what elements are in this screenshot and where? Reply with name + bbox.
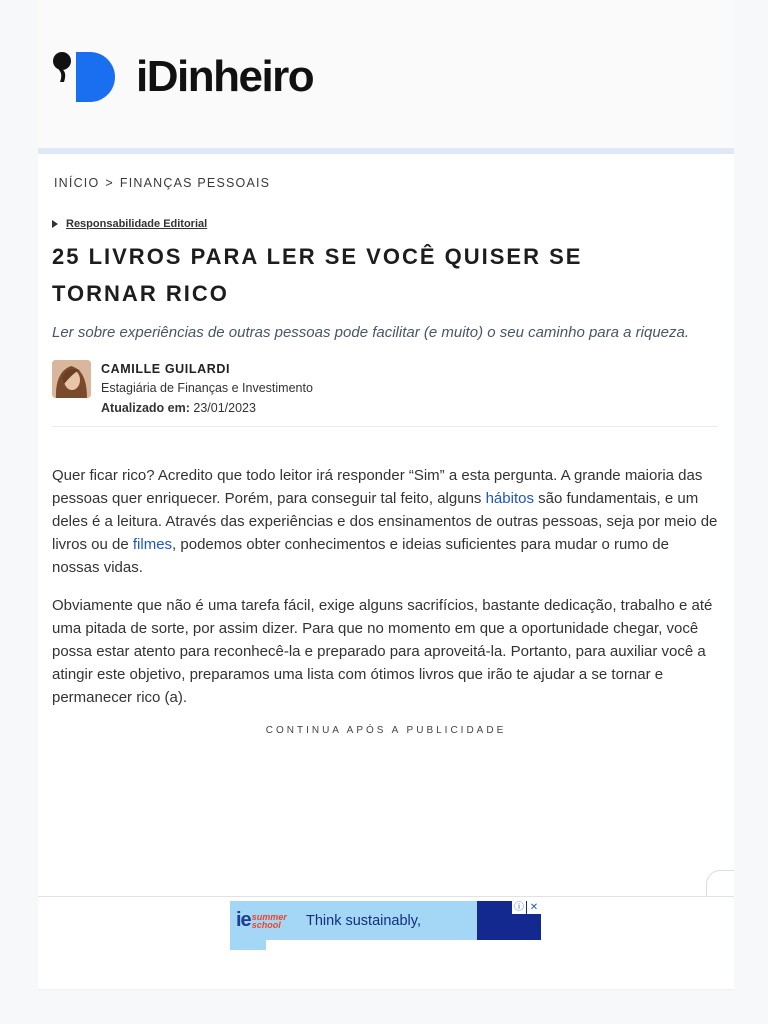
breadcrumb-section-link[interactable]: FINANÇAS PESSOAIS <box>119 176 271 190</box>
ad-image[interactable] <box>477 901 541 940</box>
ad-logo-sub <box>252 913 287 929</box>
ad-content[interactable] <box>230 901 477 940</box>
paragraph: Obviamente que não é uma tarefa fácil, exige alguns sacrifícios, bastante dedicação, trabalho e até uma pitada de sorte, por assim dizer. Para que no momento em que a oportunidade chegar, você possa estar atento para reconhecê-la e preparado para aproveitá-la. Portanto, para auxiliar você a atingir este objetivo, preparamos uma lista com ótimos livros que irão te ajudar a se tornar e permanecer rico (a). <box>52 597 713 706</box>
site-header <box>38 0 734 150</box>
breadcrumb-separator: > <box>105 176 114 190</box>
ad-banner[interactable] <box>230 901 541 940</box>
article-subtitle: Ler sobre experiências de outras pessoas pode facilitar (e muito) o seu caminho para a riqueza. <box>52 324 690 341</box>
author-divider <box>52 426 718 427</box>
editorial-responsibility-toggle[interactable] <box>52 218 207 230</box>
article-title: 25 LIVROS PARA LER SE VOCÊ QUISER SE TORNAR RICO <box>52 244 583 306</box>
author-name[interactable]: CAMILLE GUILARDI <box>101 362 231 376</box>
breadcrumb <box>54 176 270 190</box>
article-card <box>38 154 734 896</box>
article-body <box>52 464 720 724</box>
author-role: Estagiária de Finanças e Investimento <box>101 381 313 395</box>
updated-date: 23/01/2023 <box>193 401 256 415</box>
paragraph-text: , podemos obter conhecimentos e ideias suficientes para mudar o rumo de nossas vidas. <box>52 536 669 576</box>
editorial-label: Responsabilidade Editorial <box>66 218 208 230</box>
sticky-ad-collapse-tab[interactable] <box>706 870 734 898</box>
filmes-link[interactable]: filmes <box>132 536 173 553</box>
author-avatar[interactable] <box>52 360 91 398</box>
breadcrumb-home-link[interactable]: INÍCIO <box>54 176 100 190</box>
ad-text: Think sustainably, <box>306 912 421 929</box>
ad-logo-main: ie <box>236 909 251 931</box>
ad-info-icon[interactable]: ⓘ <box>514 902 524 913</box>
author-block <box>52 360 313 418</box>
idinheiro-logo-icon <box>52 52 116 102</box>
paragraph-text: Quer ficar rico? Acredito que todo leitor irá responder “Sim” a esta pergunta. A grande maioria das pessoas quer enriquecer. Porém, para conseguir tal feito, alguns <box>52 467 703 507</box>
paragraph-text: são fundamentais, e um deles é a leitura. Através das experiências e dos ensinamentos de outras pessoas, seja por meio de livros ou de <box>52 490 718 553</box>
disclosure-triangle-icon <box>52 220 58 228</box>
updated-date-line <box>101 398 313 418</box>
ad-logo-sub2: school <box>251 919 281 930</box>
paragraph <box>52 464 720 579</box>
ad-banner-stub <box>230 940 266 950</box>
brand-logo[interactable] <box>52 52 313 102</box>
ie-summer-school-logo <box>230 901 300 940</box>
ad-close-icon[interactable]: ✕ <box>527 901 541 914</box>
habitos-link[interactable]: hábitos <box>485 490 534 507</box>
brand-name: iDinheiro <box>136 52 314 101</box>
advertisement-label: CONTINUA APÓS A PUBLICIDADE <box>265 725 507 736</box>
ad-controls <box>512 901 541 914</box>
ad-logo-sub1: summer <box>251 911 287 922</box>
updated-label: Atualizado em: <box>101 401 190 415</box>
author-info <box>101 360 313 418</box>
